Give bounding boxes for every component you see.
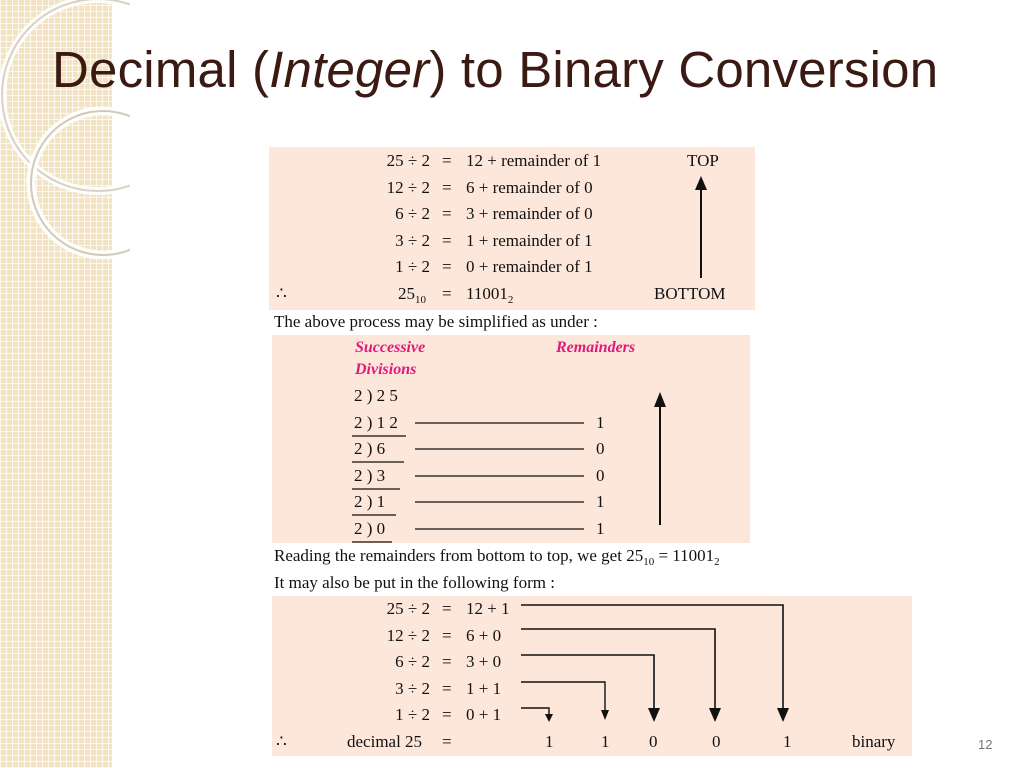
- division-result: 1 + remainder of 1: [466, 231, 593, 250]
- division-step: 2 ) 2 5: [354, 386, 398, 405]
- division-expression: 12 ÷ 2: [386, 626, 430, 645]
- division-result: 3 + 0: [466, 652, 502, 671]
- division-result: 1 + 1: [466, 679, 502, 698]
- therefore-symbol: ∴: [276, 732, 287, 751]
- division-result: 0 + 1: [466, 705, 502, 724]
- division-result: 0 + remainder of 1: [466, 257, 593, 276]
- caption-simplified: The above process may be simplified as under :: [274, 312, 598, 331]
- division-expression: 3 ÷ 2: [395, 679, 430, 698]
- equals-sign: =: [442, 679, 452, 698]
- division-step: 2 ) 0: [354, 519, 386, 538]
- division-step: 2 ) 1 2: [354, 413, 398, 432]
- equals-sign: =: [442, 705, 452, 724]
- equals-sign: =: [442, 231, 452, 250]
- successive-header: Successive: [355, 339, 426, 356]
- division-step: 2 ) 1: [354, 492, 386, 511]
- division-expression: 6 ÷ 2: [395, 204, 430, 223]
- division-result: 3 + remainder of 0: [466, 204, 593, 223]
- division-expression: 25 ÷ 2: [386, 599, 430, 618]
- binary-digit: 1: [601, 732, 610, 751]
- caption-reading: Reading the remainders from bottom to top, we get $25_{10} = 11001_2$: [274, 546, 720, 568]
- page-number: 12: [978, 737, 993, 752]
- equals-sign: =: [442, 151, 452, 170]
- bottom-label: BOTTOM: [654, 284, 726, 303]
- division-expression: 12 ÷ 2: [386, 178, 430, 197]
- equals-sign: =: [442, 599, 452, 618]
- division-result: 6 + 0: [466, 626, 502, 645]
- equals-sign: =: [442, 732, 452, 751]
- top-label: TOP: [687, 151, 719, 170]
- division-expression: 3 ÷ 2: [395, 231, 430, 250]
- division-result: 12 + 1: [466, 599, 510, 618]
- slide-title: Decimal (Integer) to Binary Conversion: [52, 41, 939, 98]
- therefore-symbol: ∴: [276, 284, 287, 303]
- binary-digit: 1: [783, 732, 792, 751]
- equals-sign: =: [442, 652, 452, 671]
- remainder-value: 0: [596, 439, 605, 458]
- binary-digit: 1: [545, 732, 554, 751]
- equals-sign: =: [442, 626, 452, 645]
- result-binary: $11001_2$: [466, 284, 514, 306]
- successive-division-panel: [272, 335, 750, 543]
- binary-label: binary: [852, 732, 896, 751]
- equals-sign: =: [442, 204, 452, 223]
- division-result: 6 + remainder of 0: [466, 178, 593, 197]
- remainder-value: 0: [596, 466, 605, 485]
- equals-sign: =: [442, 257, 452, 276]
- divisions-header: Divisions: [355, 361, 417, 378]
- division-expression: 25 ÷ 2: [386, 151, 430, 170]
- caption-form: It may also be put in the following form :: [274, 573, 555, 592]
- division-expression: 6 ÷ 2: [395, 652, 430, 671]
- equals-sign: =: [442, 178, 452, 197]
- remainder-value: 1: [596, 492, 605, 511]
- equals-sign: =: [442, 284, 452, 303]
- division-step: 2 ) 6: [354, 439, 386, 458]
- decimal-label: decimal 25: [347, 732, 423, 751]
- remainder-value: 1: [596, 519, 605, 538]
- division-expression: 1 ÷ 2: [395, 257, 430, 276]
- binary-digit: 0: [712, 732, 721, 751]
- division-expression: 1 ÷ 2: [395, 705, 430, 724]
- division-result: 12 + remainder of 1: [466, 151, 602, 170]
- division-step: 2 ) 3: [354, 466, 386, 485]
- decorative-rings: [0, 0, 130, 260]
- binary-digit: 0: [649, 732, 658, 751]
- remainder-value: 1: [596, 413, 605, 432]
- result-decimal: $25_{10}$: [398, 284, 426, 306]
- remainders-header: Remainders: [556, 339, 636, 356]
